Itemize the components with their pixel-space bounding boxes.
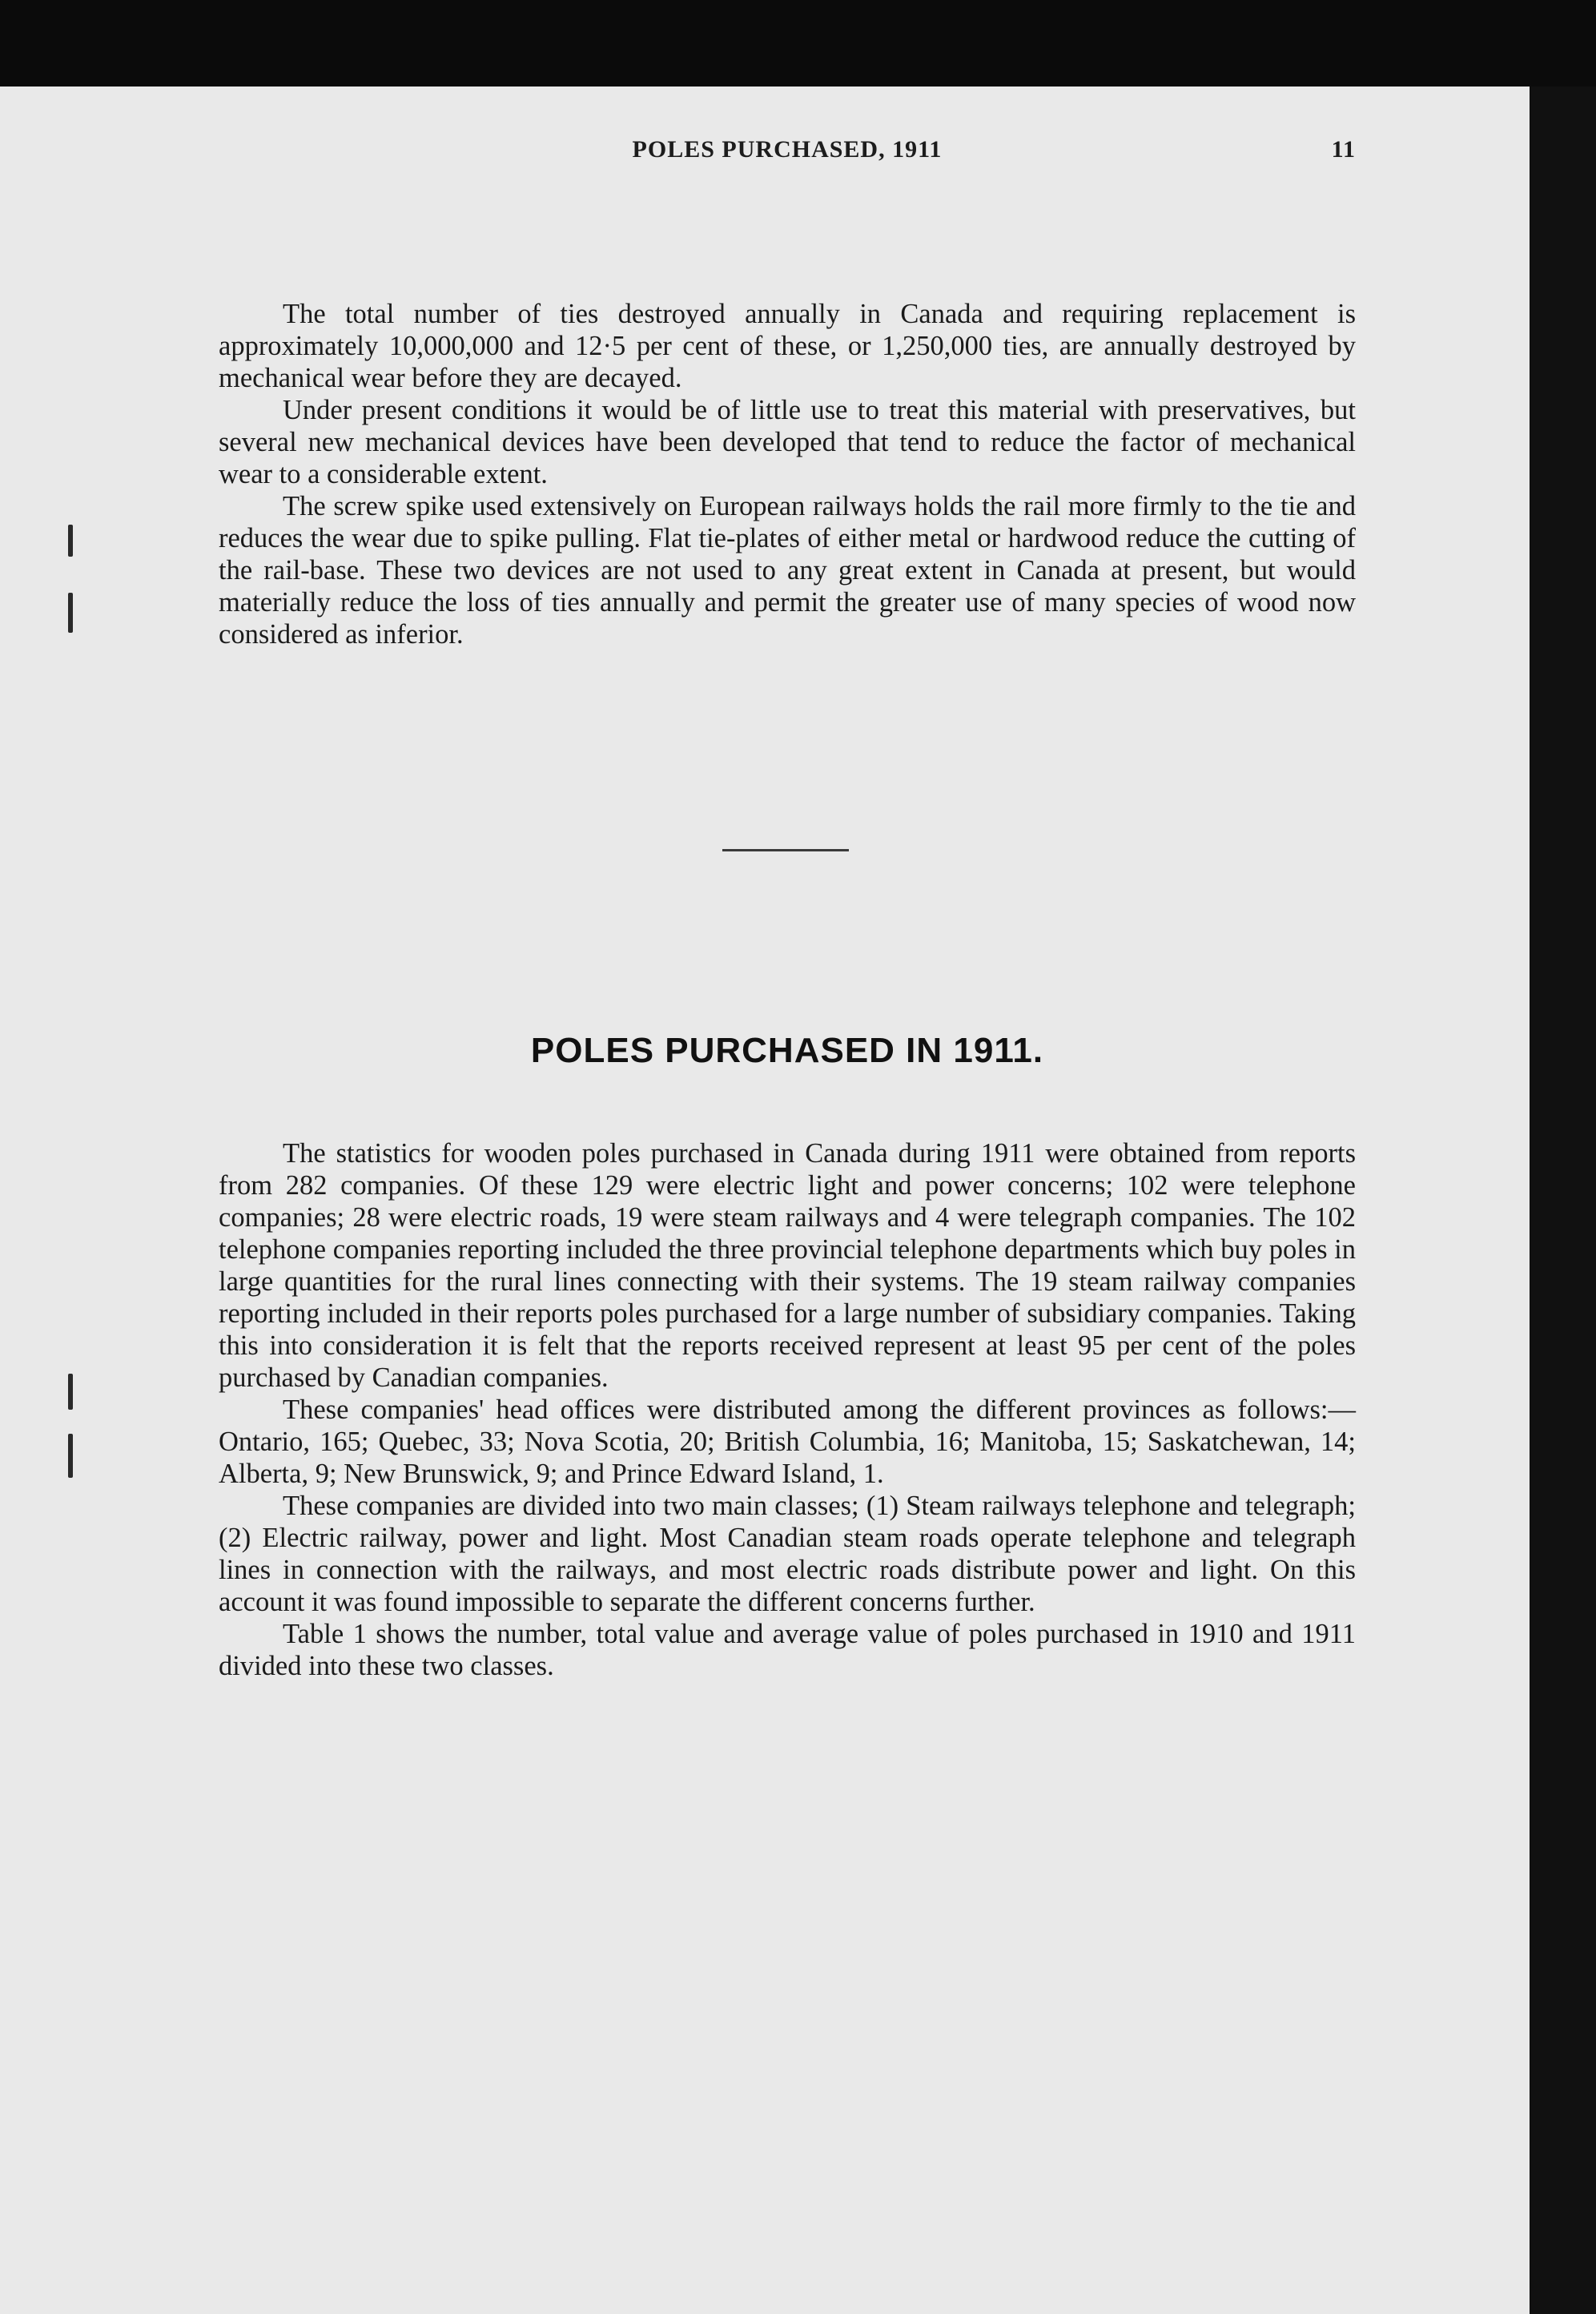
paragraph: These companies are divided into two main classes; (1) Steam railways telephone and telegraph; (2) Electric railway, power and light. Most Canadian steam roads operate telephone and telegraph lines in connection with the railways, and most electric roads distribute power and light. On this account it was found impossible to separate the different concerns further. <box>219 1491 1356 1617</box>
section-divider-rule <box>722 849 849 851</box>
margin-mark <box>68 525 73 557</box>
paragraph: The screw spike used extensively on European railways holds the rail more firmly to the tie and reduces the wear due to spike pulling. Flat tie-plates of either metal or hardwood reduce the cutting of the rail-base. These two devices are not used to any great extent in Canada at present, but would materially reduce the loss of ties annually and permit the greater use of many species of wood now considered as inferior. <box>219 491 1356 650</box>
paragraph: The total number of ties destroyed annually in Canada and requiring replacement is approximately 10,000,000 and 12·5 per cent of these, or 1,250,000 ties, are annually destroyed by mechanical wear before they are decayed. <box>219 299 1356 393</box>
margin-mark <box>68 1434 73 1478</box>
section-poles-text <box>219 1137 1356 1682</box>
section-heading: POLES PURCHASED IN 1911. <box>530 1031 1044 1070</box>
page-number: 11 <box>1331 136 1356 163</box>
paragraph: These companies' head offices were distributed among the different provinces as follows:—Ontario, 165; Quebec, 33; Nova Scotia, 20; British Columbia, 16; Manitoba, 15; Saskatchewan, 14; Alberta, 9; New Brunswick, 9; and Prince Edward Island, 1. <box>219 1394 1356 1489</box>
paragraph: Table 1 shows the number, total value and average value of poles purchased in 1910 and 1911 divided into these two classes. <box>219 1619 1356 1681</box>
page-edge-shadow <box>1530 87 1596 2314</box>
paragraph: The statistics for wooden poles purchased in Canada during 1911 were obtained from reports from 282 companies. Of these 129 were electric light and power concerns; 102 were telephone companies; 28 were electric roads, 19 were steam railways and 4 were telegraph companies. The 102 telephone companies reporting included the three provincial telephone departments which buy poles in large quantities for the rural lines connecting with their systems. The 19 steam railway companies reporting included in their reports poles purchased for a large number of subsidiary companies. Taking this into consideration it is felt that the reports received represent at least 95 per cent of the poles purchased by Canadian companies. <box>219 1138 1356 1393</box>
margin-mark <box>68 1374 73 1410</box>
running-header-title: POLES PURCHASED, 1911 <box>632 136 943 163</box>
running-header <box>219 136 1356 168</box>
paragraph: Under present conditions it would be of little use to treat this material with preservatives, but several new mechanical devices have been developed that tend to reduce the factor of mechanical wear to a considerable extent. <box>219 395 1356 489</box>
section-ties-text <box>219 298 1356 650</box>
margin-mark <box>68 593 73 633</box>
